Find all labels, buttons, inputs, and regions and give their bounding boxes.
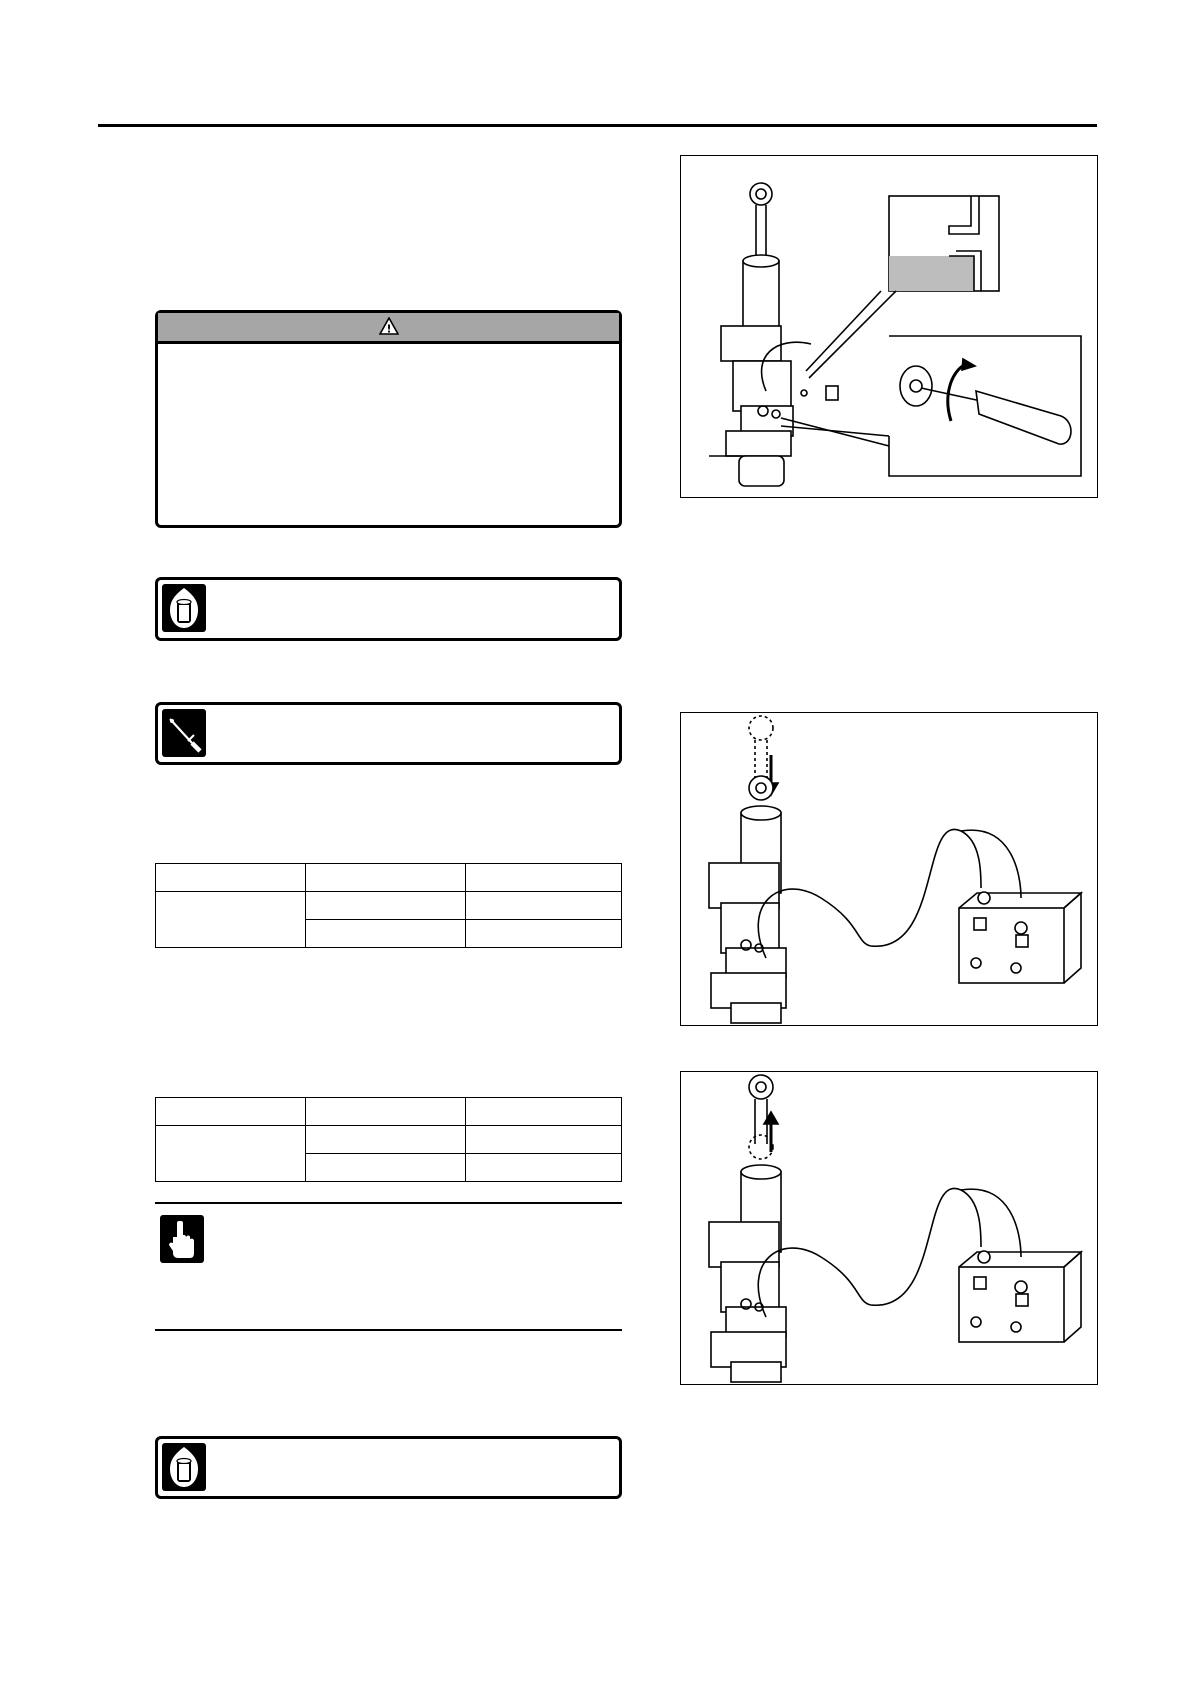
table-row [156,864,622,892]
table-row [156,892,622,920]
table-row [156,1098,622,1126]
lubricant-box [155,577,622,641]
lubricant-box-2 [155,1436,622,1499]
table-row [156,1126,622,1154]
spec-table-1 [155,863,622,948]
warning-triangle-icon [379,317,399,335]
screwdriver-tool-icon [162,709,206,757]
spec-table-2 [155,1097,622,1182]
warning-box [155,310,622,528]
figure-drain-screw [680,155,1098,498]
special-tool-box [155,702,622,765]
lubricant-can-icon [162,584,206,632]
figure-cylinder-up [680,1071,1098,1385]
header-rule [98,124,1097,127]
lubricant-can-icon [162,1443,206,1491]
warning-box-header [158,313,619,344]
note-bottom-rule [155,1329,622,1331]
note-top-rule [155,1202,622,1204]
figure-cylinder-down [680,712,1098,1026]
svg-text:!: ! [385,322,392,335]
pointing-hand-icon [160,1215,204,1263]
